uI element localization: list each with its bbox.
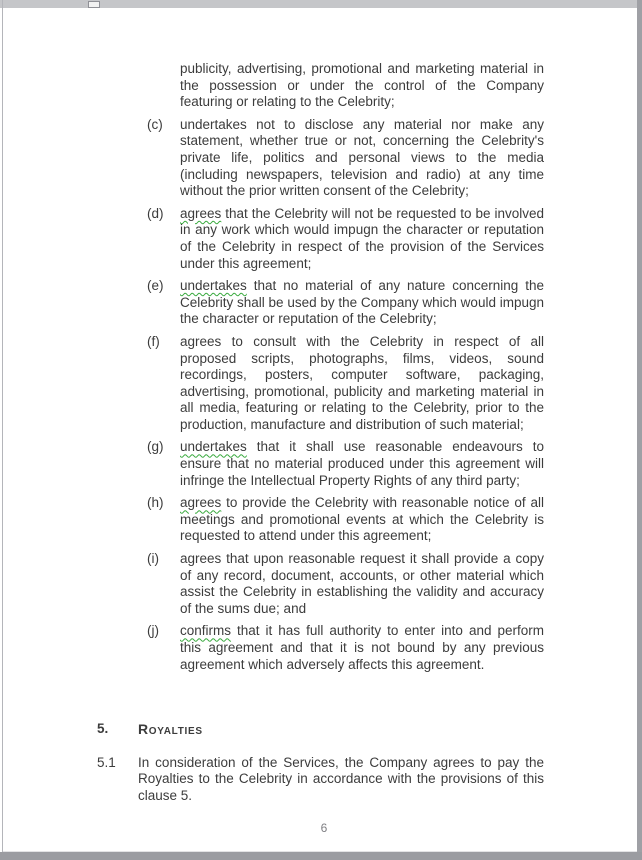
app-background-right <box>637 0 642 860</box>
clause-lead-word: undertakes <box>180 116 247 132</box>
clause-label: (g) <box>147 439 164 455</box>
clause-label: (f) <box>147 333 160 349</box>
clause-lead-word: agrees <box>180 333 222 349</box>
clause-text <box>180 495 544 545</box>
clause-label: (d) <box>147 205 164 221</box>
continuation-paragraph: publicity, advertising, promotional and marketing material in the possession or under the control of the Company featuring or relating to the Celebrity; <box>180 61 544 110</box>
clause-text <box>180 206 544 272</box>
clause-text <box>180 334 544 434</box>
clause-lead-word: undertakes <box>180 439 247 455</box>
clause-row <box>0 334 642 434</box>
clause-label: (h) <box>147 495 164 511</box>
section-title: Royalties <box>138 721 203 738</box>
clause-label: (i) <box>147 551 159 567</box>
clause-text <box>180 278 544 328</box>
subclause-text: In consideration of the Services, the Company agrees to pay the Royalties to the Celebrity in accordance with the provisions of this clause 5. <box>138 754 544 803</box>
clause-row <box>0 623 642 673</box>
clause-row <box>0 206 642 272</box>
page-marker-icon <box>88 1 100 8</box>
subclause-number: 5.1 <box>97 754 116 770</box>
subclause-row <box>0 755 642 805</box>
clause-rest: that upon reasonable request it shall provide a copy of any record, document, accounts, or other material which assist the Celebrity in establishing the validity and accuracy of the sums due; and <box>180 551 544 616</box>
clause-rest: to consult with the Celebrity in respect of all proposed scripts, photographs, films, videos, sound recordings, posters, computer software, packaging, advertising, promotional, publicity and marketing material in all media, featuring or relating to the Celebrity, prior to the production, manufacture and distribution of such material; <box>180 333 544 432</box>
clause-lead-word: undertakes <box>180 278 247 294</box>
clause-row <box>0 495 642 545</box>
clause-text <box>180 439 544 489</box>
clause-lead-word: agrees <box>180 205 222 221</box>
clause-label: (j) <box>147 623 159 639</box>
clause-text <box>180 551 544 617</box>
document-page[interactable] <box>3 8 637 852</box>
clause-rest: that it shall use reasonable endeavours to ensure that no material produced under this agreement will infringe the Intellectual Property Rights of any third party; <box>180 439 544 488</box>
clause-rest: that the Celebrity will not be requested to be involved in any work which would impugn the character or reputation of the Celebrity in respect of the provision of the Services under this agreement; <box>180 205 544 271</box>
clause-label: (e) <box>147 278 164 294</box>
section-number: 5. <box>97 721 109 737</box>
clause-label: (c) <box>147 116 163 132</box>
document-content <box>0 61 642 805</box>
clause-rest: to provide the Celebrity with reasonable notice of all meetings and promotional events at which the Celebrity is requested to attend under this agreement; <box>180 495 544 544</box>
clause-lead-word: agrees <box>180 551 222 567</box>
clause-row <box>0 278 642 328</box>
clause-text <box>180 623 544 673</box>
clause-list <box>0 117 642 673</box>
clause-rest: that no material of any nature concerning the Celebrity shall be used by the Company which would impugn the character or reputation of the Celebrity; <box>180 278 544 327</box>
clause-row <box>0 551 642 617</box>
clause-row <box>0 117 642 200</box>
app-background-bottom <box>0 852 642 860</box>
clause-rest: that it has full authority to enter into and perform this agreement and that it is not bound by any previous agreement which adversely affects this agreement. <box>180 623 544 672</box>
clause-rest: not to disclose any material nor make any statement, whether true or not, concerning the Celebrity's private life, politics and personal views to the media (including newspapers, television and radio) at any time without the prior written consent of the Celebrity; <box>180 116 544 199</box>
page-number: 6 <box>320 821 328 835</box>
clause-text <box>180 117 544 200</box>
clause-row <box>0 439 642 489</box>
section-heading <box>0 721 642 738</box>
clause-lead-word: confirms <box>180 623 232 639</box>
clause-lead-word: agrees <box>180 495 222 511</box>
